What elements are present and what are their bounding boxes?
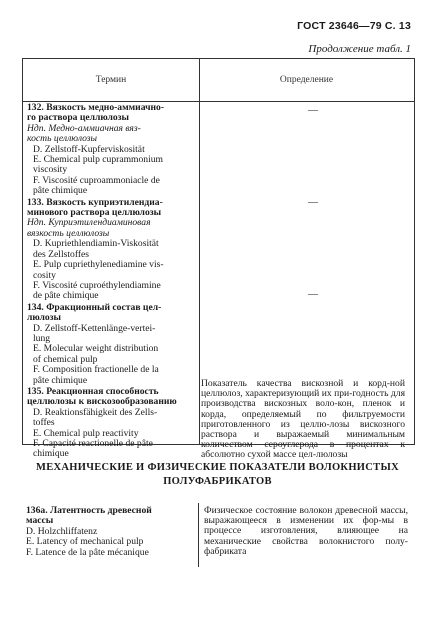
term-translation: D. Kupriethlendiamin-Viskosität: [33, 238, 159, 250]
terms-table-2: [22, 503, 413, 567]
term-translation: des Zellstoffes: [33, 248, 90, 260]
standard-header: ГОСТ 23646—79 С. 13: [297, 20, 411, 32]
definition-dash-134: —: [308, 289, 318, 300]
term-name: 136а. Латентность древесной: [26, 505, 152, 516]
term-translation: E. Latency of mechanical pulp: [26, 536, 144, 548]
term-translation: D. Zellstoff-Kettenlänge-vertei-: [33, 322, 156, 334]
term-name: 132. Вязкость медно-аммиачно-: [27, 102, 165, 113]
term-translation: lung: [33, 332, 51, 344]
section-title-line2: ПОЛУФАБРИКАТОВ: [163, 476, 272, 487]
term-entry-134: [27, 303, 197, 386]
term-translation: F. Composition fractionelle de la: [33, 364, 159, 376]
term-ndp: Ндп. Куприэтилендиаминовая: [27, 217, 151, 229]
term-translation: pâte chimique: [33, 374, 88, 386]
term-translation: E. Chemical pulp reactivity: [33, 427, 139, 439]
term-ndp-cont: кость целлюлозы: [27, 133, 98, 145]
term-translation: E. Chemical pulp cuprammonium: [33, 154, 164, 166]
col-term-header: Термин: [95, 75, 127, 85]
term-translation: E. Molecular weight distribution: [33, 343, 159, 355]
term-name-cont: целлюлозы к вискозообразованию: [27, 396, 177, 408]
col-def-header: Определение: [279, 75, 334, 85]
definition-dash-133: —: [308, 197, 318, 208]
term-translation: F. Latence de la pâte mécanique: [26, 546, 149, 558]
definition-dash-132: —: [308, 105, 318, 116]
term-entry-133: [27, 198, 197, 302]
term-name-cont: минового раствора целлюлозы: [27, 207, 162, 219]
term-translation: of chemical pulp: [33, 353, 98, 365]
term-translation: chimique: [33, 448, 69, 460]
term-translation: D. Zellstoff-Kupferviskosität: [33, 143, 145, 155]
section-title-line1: МЕХАНИЧЕСКИЕ И ФИЗИЧЕСКИЕ ПОКАЗАТЕЛИ ВОЛОКНИСТЫХ: [36, 462, 399, 473]
term-translation: pâte chimique: [33, 185, 88, 197]
term-entry-135: [27, 387, 197, 460]
terms-column: [27, 103, 197, 461]
term-translation: D. Holzchliffatenz: [26, 525, 98, 537]
section-title: [22, 461, 413, 489]
terms-table: [22, 58, 415, 461]
term-translation: F. Viscosité cuproammoniacle de: [33, 174, 160, 186]
term-translation: F. Capacité reactionelle de pâte: [33, 438, 153, 449]
term-name: 133. Вязкость куприэтилендиа-: [27, 196, 163, 208]
term-entry-132: [27, 103, 197, 197]
term-translation: E. Pulp cupriethylenediamine vis-: [33, 259, 164, 271]
definition-135: Показатель качества вискозной и корд-ной целлюлоз, характеризующий их при-годность для производства вискозных воло-кон, пленок и корда, определяемый по фильтруемости приготовленного из целлю-лозы вискозного раствора и выражаемый минимальным количеством сероуглерода в процентах к абсолютно сухой массе цел-люлозы: [201, 378, 405, 461]
column-divider-2: [198, 503, 199, 567]
term-ndp: Ндп. Медно-аммиачная вяз-: [27, 122, 141, 134]
term-entry-136a: [26, 506, 196, 558]
term-name-cont: массы: [26, 515, 54, 527]
term-translation: toffes: [33, 417, 55, 429]
table-header: [23, 59, 414, 102]
term-translation: de pâte chimique: [33, 290, 99, 302]
term-ndp-cont: вязкость целлюлозы: [27, 227, 110, 239]
term-name-cont: люлозы: [27, 312, 61, 324]
definition-136a: Физическое состояние волокон древесной массы, выражающееся в изменении их фор-мы в процессе изготовления, влияющее на механические свойства волокнистого полу-фабриката: [204, 505, 408, 557]
term-name-cont: го раствора целлюлозы: [27, 112, 130, 124]
term-translation: cosity: [33, 269, 56, 281]
term-translation: viscosity: [33, 164, 68, 176]
term-name: 135. Реакционная способность: [27, 385, 159, 397]
column-divider: [199, 59, 200, 444]
term-name: 134. Фракционный состав цел-: [27, 301, 162, 313]
continuation-label: Продолжение табл. 1: [308, 43, 411, 55]
term-translation: D. Reaktionsfähigkeit des Zells-: [33, 406, 158, 418]
term-translation: F. Viscosité cuproéthylendiamine: [33, 279, 161, 291]
